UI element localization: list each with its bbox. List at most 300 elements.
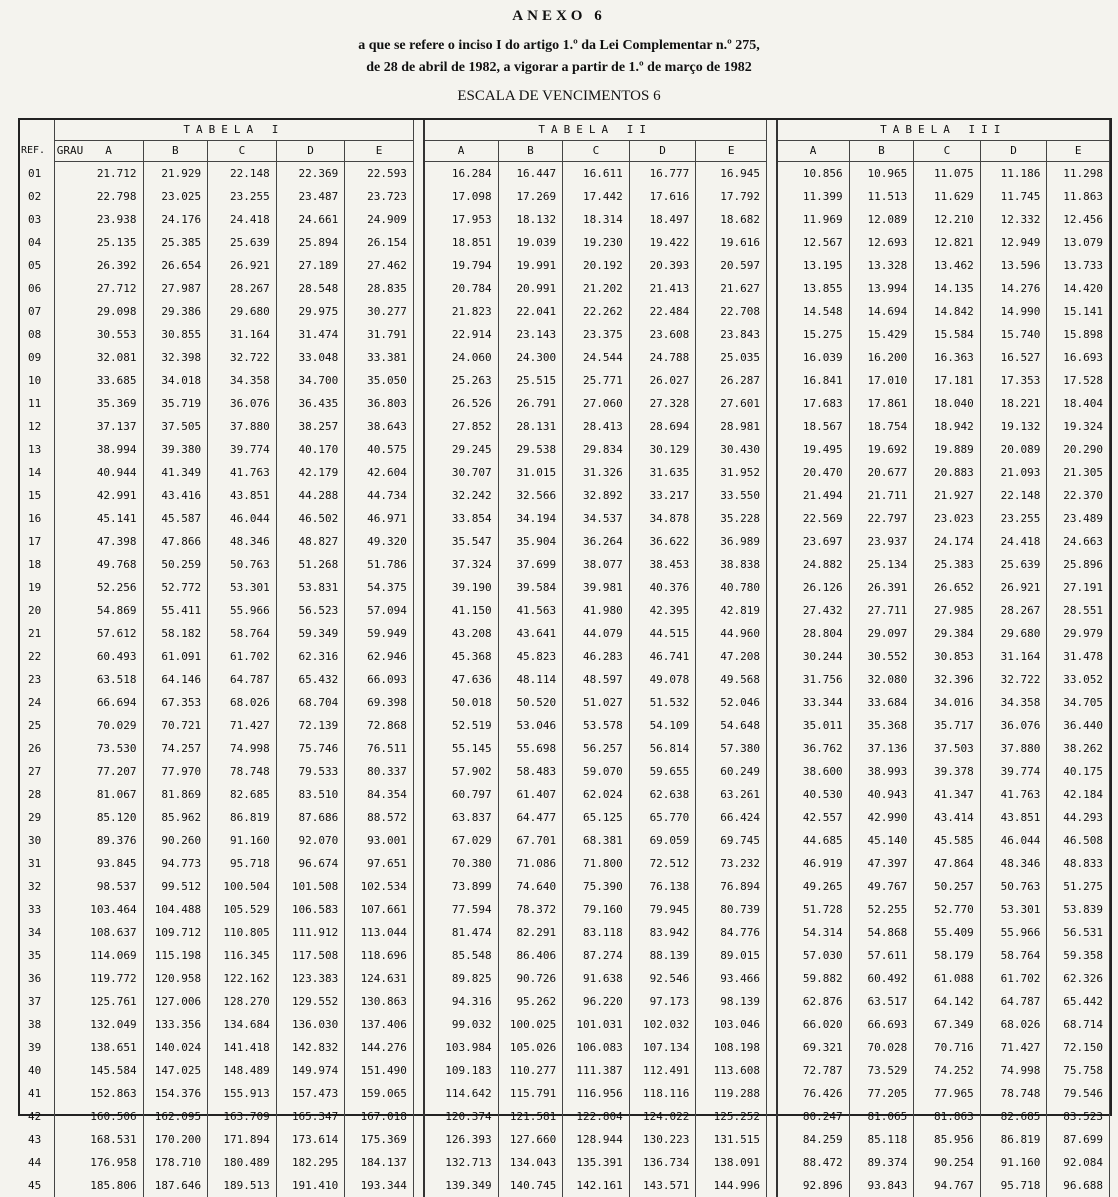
value-cell: 115.198 — [143, 944, 208, 967]
value-cell: 25.385 — [143, 231, 208, 254]
column-gap — [413, 921, 423, 944]
column-gap — [413, 346, 423, 369]
value-cell: 68.026 — [208, 691, 277, 714]
value-cell: 16.527 — [980, 346, 1047, 369]
value-cell: 121.581 — [498, 1105, 563, 1128]
value-cell: 79.160 — [563, 898, 630, 921]
value-cell: 22.262 — [563, 300, 630, 323]
value-cell: 19.495 — [777, 438, 850, 461]
value-cell: 19.889 — [914, 438, 981, 461]
value-cell: 25.896 — [1047, 553, 1110, 576]
value-cell: 140.024 — [143, 1036, 208, 1059]
value-cell: 46.971 — [345, 507, 414, 530]
value-cell: 32.566 — [498, 484, 563, 507]
table-row — [20, 1013, 1110, 1036]
column-gap — [413, 829, 423, 852]
value-cell: 21.711 — [849, 484, 914, 507]
value-cell: 46.741 — [629, 645, 696, 668]
value-cell: 44.515 — [629, 622, 696, 645]
scale-title: ESCALA DE VENCIMENTOS 6 — [457, 88, 661, 104]
column-gap — [413, 438, 423, 461]
value-cell: 75.390 — [563, 875, 630, 898]
value-cell: 49.078 — [629, 668, 696, 691]
value-cell: 115.791 — [498, 1082, 563, 1105]
value-cell: 77.965 — [914, 1082, 981, 1105]
value-cell: 46.502 — [276, 507, 345, 530]
column-gap — [766, 737, 776, 760]
value-cell: 76.511 — [345, 737, 414, 760]
value-cell: 54.869 — [54, 599, 143, 622]
value-cell: 176.958 — [54, 1151, 143, 1174]
value-cell: 87.274 — [563, 944, 630, 967]
value-cell: 63.517 — [849, 990, 914, 1013]
column-gap — [766, 1082, 776, 1105]
ref-cell: 30 — [20, 829, 54, 852]
value-cell: 42.991 — [54, 484, 143, 507]
value-cell: 82.291 — [498, 921, 563, 944]
value-cell: 27.060 — [563, 392, 630, 415]
value-cell: 37.136 — [849, 737, 914, 760]
value-cell: 104.488 — [143, 898, 208, 921]
value-cell: 21.712 — [54, 162, 143, 186]
column-gap — [413, 277, 423, 300]
column-gap — [413, 806, 423, 829]
value-cell: 27.432 — [777, 599, 850, 622]
value-cell: 130.223 — [629, 1128, 696, 1151]
value-cell: 32.080 — [849, 668, 914, 691]
value-cell: 69.059 — [629, 829, 696, 852]
value-cell: 22.148 — [208, 162, 277, 186]
value-cell: 28.835 — [345, 277, 414, 300]
value-cell: 119.288 — [696, 1082, 767, 1105]
table-row — [20, 714, 1110, 737]
value-cell: 59.358 — [1047, 944, 1110, 967]
value-cell: 25.135 — [54, 231, 143, 254]
value-cell: 37.137 — [54, 415, 143, 438]
value-cell: 20.883 — [914, 461, 981, 484]
value-cell: 58.179 — [914, 944, 981, 967]
value-cell: 83.523 — [1047, 1105, 1110, 1128]
value-cell: 20.192 — [563, 254, 630, 277]
value-cell: 114.069 — [54, 944, 143, 967]
value-cell: 138.091 — [696, 1151, 767, 1174]
value-cell: 18.132 — [498, 208, 563, 231]
column-gap — [413, 691, 423, 714]
value-cell: 52.772 — [143, 576, 208, 599]
value-cell: 31.474 — [276, 323, 345, 346]
value-cell: 63.518 — [54, 668, 143, 691]
value-cell: 18.942 — [914, 415, 981, 438]
value-cell: 132.049 — [54, 1013, 143, 1036]
value-cell: 85.118 — [849, 1128, 914, 1151]
group-header-tabela-iii: TABELA III — [777, 120, 1110, 141]
value-cell: 52.256 — [54, 576, 143, 599]
value-cell: 24.418 — [980, 530, 1047, 553]
value-cell: 180.489 — [208, 1151, 277, 1174]
value-cell: 96.674 — [276, 852, 345, 875]
value-cell: 173.614 — [276, 1128, 345, 1151]
value-cell: 58.182 — [143, 622, 208, 645]
value-cell: 80.247 — [777, 1105, 850, 1128]
ref-cell: 31 — [20, 852, 54, 875]
table-row — [20, 392, 1110, 415]
value-cell: 36.076 — [980, 714, 1047, 737]
value-cell: 38.453 — [629, 553, 696, 576]
value-cell: 63.261 — [696, 783, 767, 806]
column-gap — [766, 1105, 776, 1128]
value-cell: 120.958 — [143, 967, 208, 990]
value-cell: 21.494 — [777, 484, 850, 507]
value-cell: 155.913 — [208, 1082, 277, 1105]
value-cell: 18.221 — [980, 392, 1047, 415]
value-cell: 37.503 — [914, 737, 981, 760]
ref-cell: 01 — [20, 162, 54, 186]
value-cell: 40.376 — [629, 576, 696, 599]
value-cell: 40.943 — [849, 783, 914, 806]
value-cell: 148.489 — [208, 1059, 277, 1082]
value-cell: 31.015 — [498, 461, 563, 484]
value-cell: 12.949 — [980, 231, 1047, 254]
grade-header: B — [143, 141, 208, 162]
value-cell: 45.585 — [914, 829, 981, 852]
value-cell: 51.275 — [1047, 875, 1110, 898]
column-gap — [766, 277, 776, 300]
value-cell: 42.557 — [777, 806, 850, 829]
value-cell: 55.966 — [208, 599, 277, 622]
value-cell: 76.894 — [696, 875, 767, 898]
value-cell: 23.487 — [276, 185, 345, 208]
value-cell: 31.164 — [980, 645, 1047, 668]
column-gap — [413, 875, 423, 898]
value-cell: 13.596 — [980, 254, 1047, 277]
value-cell: 111.387 — [563, 1059, 630, 1082]
value-cell: 84.354 — [345, 783, 414, 806]
value-cell: 43.851 — [980, 806, 1047, 829]
column-gap — [766, 599, 776, 622]
value-cell: 76.138 — [629, 875, 696, 898]
value-cell: 36.803 — [345, 392, 414, 415]
column-gap — [766, 231, 776, 254]
value-cell: 84.776 — [696, 921, 767, 944]
value-cell: 61.702 — [208, 645, 277, 668]
value-cell: 144.996 — [696, 1174, 767, 1197]
table-row — [20, 1128, 1110, 1151]
value-cell: 160.506 — [54, 1105, 143, 1128]
column-gap — [413, 1128, 423, 1151]
value-cell: 79.945 — [629, 898, 696, 921]
ref-cell: 07 — [20, 300, 54, 323]
value-cell: 41.563 — [498, 599, 563, 622]
value-cell: 29.680 — [208, 300, 277, 323]
value-cell: 64.787 — [980, 990, 1047, 1013]
value-cell: 95.718 — [980, 1174, 1047, 1197]
column-gap — [413, 576, 423, 599]
value-cell: 34.018 — [143, 369, 208, 392]
column-gap — [413, 507, 423, 530]
value-cell: 110.805 — [208, 921, 277, 944]
ref-cell: 38 — [20, 1013, 54, 1036]
value-cell: 55.145 — [424, 737, 499, 760]
value-cell: 47.864 — [914, 852, 981, 875]
value-cell: 117.508 — [276, 944, 345, 967]
ref-cell: 27 — [20, 760, 54, 783]
value-cell: 24.882 — [777, 553, 850, 576]
value-cell: 25.515 — [498, 369, 563, 392]
ref-cell: 25 — [20, 714, 54, 737]
value-cell: 62.946 — [345, 645, 414, 668]
column-gap — [413, 898, 423, 921]
value-cell: 87.686 — [276, 806, 345, 829]
value-cell: 93.466 — [696, 967, 767, 990]
value-cell: 125.761 — [54, 990, 143, 1013]
value-cell: 85.548 — [424, 944, 499, 967]
value-cell: 94.316 — [424, 990, 499, 1013]
value-cell: 165.347 — [276, 1105, 345, 1128]
value-cell: 27.987 — [143, 277, 208, 300]
value-cell: 16.200 — [849, 346, 914, 369]
value-cell: 33.550 — [696, 484, 767, 507]
value-cell: 21.413 — [629, 277, 696, 300]
value-cell: 20.597 — [696, 254, 767, 277]
grade-header: E — [696, 141, 767, 162]
table-row — [20, 1105, 1110, 1128]
value-cell: 56.531 — [1047, 921, 1110, 944]
value-cell: 79.546 — [1047, 1082, 1110, 1105]
ref-cell: 03 — [20, 208, 54, 231]
value-cell: 109.183 — [424, 1059, 499, 1082]
value-cell: 53.301 — [980, 898, 1047, 921]
value-cell: 10.856 — [777, 162, 850, 186]
value-cell: 47.636 — [424, 668, 499, 691]
value-cell: 29.680 — [980, 622, 1047, 645]
column-gap — [413, 783, 423, 806]
table-row — [20, 967, 1110, 990]
value-cell: 24.544 — [563, 346, 630, 369]
value-cell: 48.827 — [276, 530, 345, 553]
value-cell: 127.660 — [498, 1128, 563, 1151]
value-cell: 178.710 — [143, 1151, 208, 1174]
value-cell: 19.230 — [563, 231, 630, 254]
value-cell: 55.966 — [980, 921, 1047, 944]
value-cell: 12.332 — [980, 208, 1047, 231]
value-cell: 59.070 — [563, 760, 630, 783]
value-cell: 118.116 — [629, 1082, 696, 1105]
table-row — [20, 323, 1110, 346]
value-cell: 32.081 — [54, 346, 143, 369]
value-cell: 23.937 — [849, 530, 914, 553]
value-cell: 73.232 — [696, 852, 767, 875]
table-row — [20, 1174, 1110, 1197]
value-cell: 191.410 — [276, 1174, 345, 1197]
value-cell: 19.132 — [980, 415, 1047, 438]
value-cell: 24.788 — [629, 346, 696, 369]
column-gap — [766, 323, 776, 346]
value-cell: 145.584 — [54, 1059, 143, 1082]
value-cell: 72.139 — [276, 714, 345, 737]
value-cell: 27.601 — [696, 392, 767, 415]
column-gap — [413, 668, 423, 691]
table-row — [20, 300, 1110, 323]
value-cell: 26.154 — [345, 231, 414, 254]
value-cell: 30.129 — [629, 438, 696, 461]
value-cell: 80.739 — [696, 898, 767, 921]
value-cell: 27.711 — [849, 599, 914, 622]
value-cell: 142.832 — [276, 1036, 345, 1059]
value-cell: 18.040 — [914, 392, 981, 415]
value-cell: 15.429 — [849, 323, 914, 346]
column-gap — [766, 645, 776, 668]
value-cell: 26.921 — [208, 254, 277, 277]
value-cell: 47.398 — [54, 530, 143, 553]
value-cell: 25.035 — [696, 346, 767, 369]
table-row — [20, 277, 1110, 300]
value-cell: 53.839 — [1047, 898, 1110, 921]
value-cell: 29.975 — [276, 300, 345, 323]
value-cell: 40.170 — [276, 438, 345, 461]
value-cell: 57.380 — [696, 737, 767, 760]
value-cell: 11.075 — [914, 162, 981, 186]
value-cell: 152.863 — [54, 1082, 143, 1105]
value-cell: 21.823 — [424, 300, 499, 323]
column-gap — [413, 622, 423, 645]
grade-header: B — [498, 141, 563, 162]
value-cell: 16.777 — [629, 162, 696, 186]
value-cell: 29.834 — [563, 438, 630, 461]
value-cell: 118.696 — [345, 944, 414, 967]
value-cell: 55.698 — [498, 737, 563, 760]
value-cell: 92.070 — [276, 829, 345, 852]
value-cell: 57.902 — [424, 760, 499, 783]
value-cell: 175.369 — [345, 1128, 414, 1151]
value-cell: 91.160 — [208, 829, 277, 852]
value-cell: 55.411 — [143, 599, 208, 622]
value-cell: 26.126 — [777, 576, 850, 599]
value-cell: 14.842 — [914, 300, 981, 323]
column-gap — [413, 990, 423, 1013]
value-cell: 38.994 — [54, 438, 143, 461]
value-cell: 79.533 — [276, 760, 345, 783]
value-cell: 66.020 — [777, 1013, 850, 1036]
value-cell: 37.699 — [498, 553, 563, 576]
value-cell: 26.027 — [629, 369, 696, 392]
value-cell: 134.043 — [498, 1151, 563, 1174]
column-gap — [766, 346, 776, 369]
value-cell: 41.349 — [143, 461, 208, 484]
table-row — [20, 921, 1110, 944]
table-row — [20, 484, 1110, 507]
value-cell: 43.208 — [424, 622, 499, 645]
value-cell: 45.140 — [849, 829, 914, 852]
value-cell: 73.530 — [54, 737, 143, 760]
table-row — [20, 162, 1110, 186]
column-gap — [766, 530, 776, 553]
value-cell: 47.208 — [696, 645, 767, 668]
value-cell: 111.912 — [276, 921, 345, 944]
value-cell: 74.252 — [914, 1059, 981, 1082]
value-cell: 32.892 — [563, 484, 630, 507]
column-gap — [766, 852, 776, 875]
value-cell: 50.259 — [143, 553, 208, 576]
value-cell: 32.242 — [424, 484, 499, 507]
value-cell: 28.131 — [498, 415, 563, 438]
value-cell: 11.513 — [849, 185, 914, 208]
value-cell: 22.369 — [276, 162, 345, 186]
value-cell: 11.298 — [1047, 162, 1110, 186]
value-cell: 17.098 — [424, 185, 499, 208]
value-cell: 33.048 — [276, 346, 345, 369]
value-cell: 54.868 — [849, 921, 914, 944]
value-cell: 68.381 — [563, 829, 630, 852]
value-cell: 64.787 — [208, 668, 277, 691]
value-cell: 86.819 — [980, 1128, 1047, 1151]
value-cell: 52.770 — [914, 898, 981, 921]
value-cell: 17.861 — [849, 392, 914, 415]
ref-cell: 12 — [20, 415, 54, 438]
value-cell: 17.442 — [563, 185, 630, 208]
value-cell: 42.395 — [629, 599, 696, 622]
value-cell: 43.641 — [498, 622, 563, 645]
value-cell: 77.205 — [849, 1082, 914, 1105]
table-row — [20, 461, 1110, 484]
column-gap — [766, 921, 776, 944]
value-cell: 105.026 — [498, 1036, 563, 1059]
value-cell: 29.097 — [849, 622, 914, 645]
value-cell: 11.399 — [777, 185, 850, 208]
value-cell: 49.767 — [849, 875, 914, 898]
value-cell: 94.773 — [143, 852, 208, 875]
table-row — [20, 783, 1110, 806]
value-cell: 29.386 — [143, 300, 208, 323]
column-gap — [413, 369, 423, 392]
value-cell: 93.843 — [849, 1174, 914, 1197]
column-gap — [766, 185, 776, 208]
value-cell: 16.841 — [777, 369, 850, 392]
column-gap — [413, 162, 423, 186]
ref-cell: 23 — [20, 668, 54, 691]
value-cell: 66.093 — [345, 668, 414, 691]
ref-cell: 08 — [20, 323, 54, 346]
value-cell: 16.039 — [777, 346, 850, 369]
value-cell: 77.594 — [424, 898, 499, 921]
table-row — [20, 576, 1110, 599]
value-cell: 23.938 — [54, 208, 143, 231]
value-cell: 48.346 — [980, 852, 1047, 875]
value-cell: 20.470 — [777, 461, 850, 484]
value-cell: 50.257 — [914, 875, 981, 898]
value-cell: 163.709 — [208, 1105, 277, 1128]
value-cell: 40.944 — [54, 461, 143, 484]
column-gap — [413, 1036, 423, 1059]
value-cell: 61.091 — [143, 645, 208, 668]
value-cell: 25.771 — [563, 369, 630, 392]
ref-cell: 35 — [20, 944, 54, 967]
value-cell: 112.491 — [629, 1059, 696, 1082]
value-cell: 36.622 — [629, 530, 696, 553]
grade-header: C — [914, 141, 981, 162]
value-cell: 25.639 — [980, 553, 1047, 576]
value-cell: 193.344 — [345, 1174, 414, 1197]
column-gap — [766, 1174, 776, 1197]
value-cell: 103.984 — [424, 1036, 499, 1059]
value-cell: 25.383 — [914, 553, 981, 576]
value-cell: 48.597 — [563, 668, 630, 691]
value-cell: 22.914 — [424, 323, 499, 346]
ref-cell: 26 — [20, 737, 54, 760]
value-cell: 26.921 — [980, 576, 1047, 599]
value-cell: 48.346 — [208, 530, 277, 553]
value-cell: 89.015 — [696, 944, 767, 967]
value-cell: 85.120 — [54, 806, 143, 829]
